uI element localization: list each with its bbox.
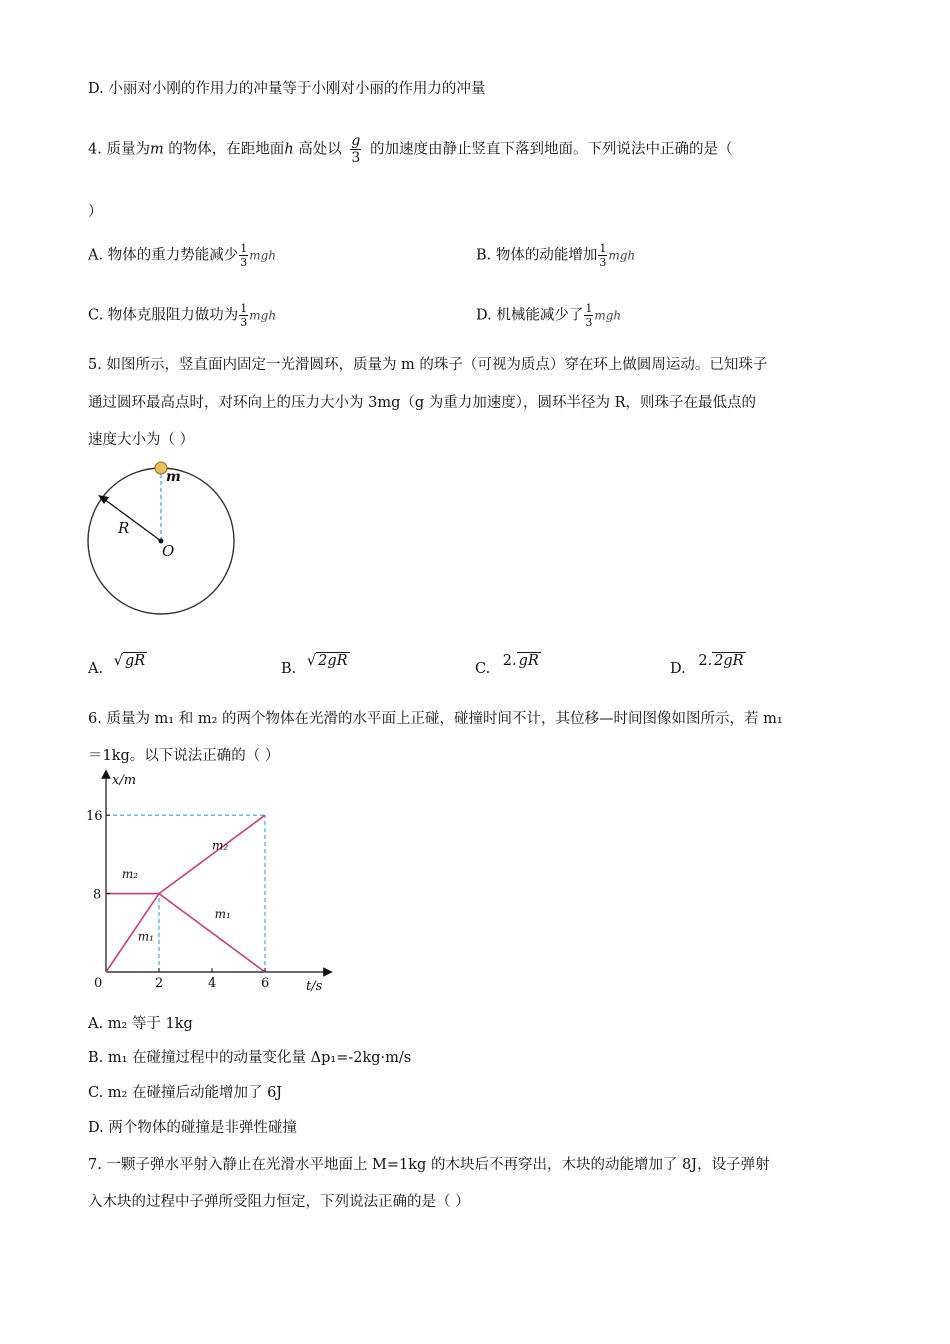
q4-option-a: A. 物体的重力势能减少 $\frac{1}{3}$ mgh (88, 242, 276, 269)
q6-option-a: A. m₂ 等于 1kg (88, 1016, 193, 1032)
q4-option-d: D. 机械能减少了 $\frac{1}{3}$ mgh (476, 302, 622, 329)
q4-accel-fraction: $\frac{g}{3}$ (351, 133, 361, 166)
x-tick-label-6: 6 (261, 976, 270, 991)
y-tick-label-16: 16 (86, 809, 103, 825)
q7-stem-line1: 7. 一颗子弹水平射入静止在光滑水平地面上 M=1kg 的木块后不再穿出，木块的动能增加了 8J，设子弹射 (88, 1157, 770, 1173)
q5-option-c: C. 2. gR (475, 653, 539, 677)
q5-stem-line2: 通过圆环最高点时，对环向上的压力大小为 3mg（g 为重力加速度），圆环半径为 R，则珠子在最低点的 (88, 395, 757, 411)
label-R: R (118, 519, 130, 537)
x-tick-label-0: 0 (94, 976, 103, 991)
q4-option-b: B. 物体的动能增加 $\frac{1}{3}$ mgh (476, 242, 636, 269)
q4-stem: 4. 质量为m 的物体，在距地面h 高处以 $\frac{g}{3}$ 的加速度由静止竖直下落到地面。下列说法中正确的是（ (88, 133, 733, 166)
q7-stem-line2: 入木块的过程中子弹所受阻力恒定，下列说法正确的是（ ） (88, 1194, 470, 1210)
label-m: m (166, 469, 181, 485)
q5-circle-figure (80, 455, 250, 620)
q6-xt-chart (80, 768, 340, 998)
q3-option-d: D. 小丽对小刚的作用力的冲量等于小刚对小丽的作用力的冲量 (88, 81, 486, 97)
label-O: O (162, 542, 175, 560)
series-line-1 (106, 894, 265, 972)
series-label-2-1: m₂ (212, 838, 229, 853)
radius-arrow (104, 499, 161, 541)
q5-stem-line3: 速度大小为（ ） (88, 432, 195, 448)
series-line-2 (106, 815, 265, 893)
q5-stem-line1: 5. 如图所示，竖直面内固定一光滑圆环，质量为 m 的珠子（可视为质点）穿在环上做圆周运动。已知珠子 (88, 357, 768, 373)
q4-close-paren: ） (88, 204, 103, 220)
q6-stem-line1: 6. 质量为 m₁ 和 m₂ 的两个物体在光滑的水平面上正碰，碰撞时间不计，其位移—时间图像如图所示，若 m₁ (88, 711, 783, 727)
series-label-1-1: m₁ (214, 907, 231, 922)
q4-option-c: C. 物体克服阻力做功为 $\frac{1}{3}$ mgh (88, 302, 277, 329)
series-label-2-0: m₂ (121, 866, 139, 881)
q5-option-d: D. 2. 2gR (670, 653, 744, 677)
q6-option-d: D. 两个物体的碰撞是非弹性碰撞 (88, 1120, 297, 1136)
x-tick-label-4: 4 (208, 976, 217, 991)
y-axis-label: x/m (112, 773, 137, 788)
q6-option-b: B. m₁ 在碰撞过程中的动量变化量 Δp₁=-2kg·m/s (88, 1050, 412, 1066)
y-tick-label-8: 8 (93, 887, 102, 903)
x-tick-label-2: 2 (155, 976, 164, 991)
q6-option-c: C. m₂ 在碰撞后动能增加了 6J (88, 1085, 283, 1101)
x-axis-label: t/s (306, 979, 323, 994)
series-label-1-0: m₁ (137, 929, 155, 944)
q5-option-a: A. √ gR (88, 653, 146, 677)
q6-stem-line2: ＝1kg。以下说法正确的（ ） (88, 748, 280, 764)
q5-option-b: B. √ 2gR (281, 653, 348, 677)
